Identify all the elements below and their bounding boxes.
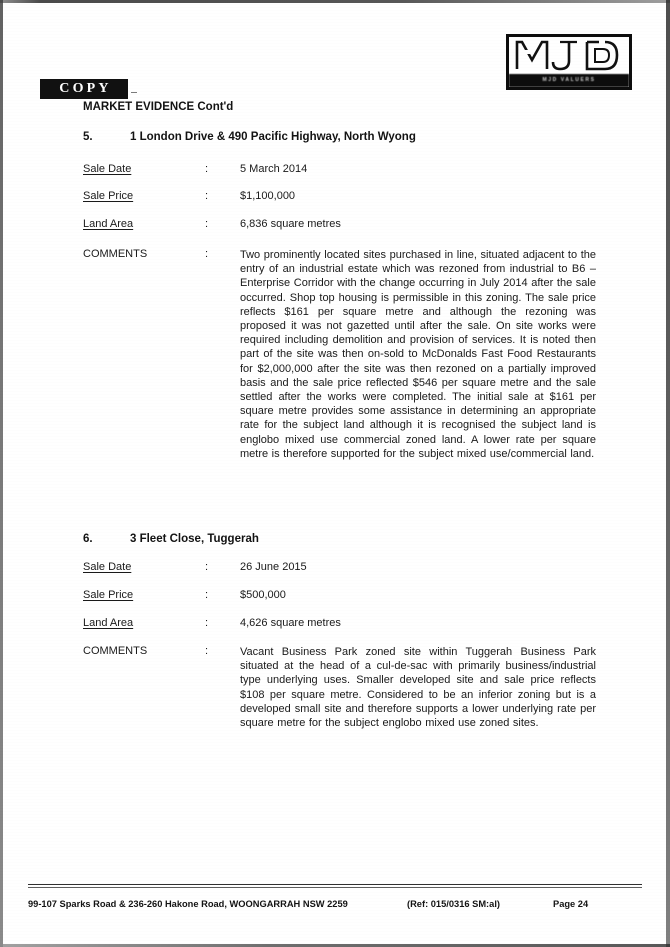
entry-number-5: 5. [83,131,93,143]
field-value-land-area: 4,626 square metres [240,617,341,629]
footer-divider-bottom [28,887,642,888]
entry-heading-6 [83,533,583,545]
scan-edge-top [0,0,670,3]
comments-label: COMMENTS [83,248,148,260]
field-label-land-area: Land Area [83,218,134,230]
entry-number-6: 6. [83,533,93,545]
field-colon: : [205,617,209,629]
footer-reference: (Ref: 015/0316 SM:al) [407,899,501,909]
copy-stamp-tick [131,92,137,93]
comments-label: COMMENTS [83,645,148,657]
footer-divider-top [28,884,642,885]
field-colon: : [205,561,209,573]
copy-stamp: COPY [40,79,128,99]
field-value-sale-date: 5 March 2014 [240,163,308,175]
field-value-sale-price: $1,100,000 [240,190,296,202]
entry-address-6: 3 Fleet Close, Tuggerah [130,533,259,545]
footer-address: 99-107 Sparks Road & 236-260 Hakone Road, WOONGARRAH NSW 2259 [28,899,348,909]
scan-edge-right [666,0,670,947]
field-colon: : [205,589,209,601]
entry-heading-5 [83,131,583,143]
comments-text-5: Two prominently located sites purchased in line, situated adjacent to the entry of an industrial estate which was rezoned from industrial to B6 – Enterprise Corridor with the change occurring in July 2014 after the sale occurred. Shop top housing is permissible in this zoning. The sale price reflects $161 per square metre and although the rezoning was proposed it was not gazetted until after the sale. On site works were required including demolition and provision of services. It is noted then part of the site was then on-sold to McDonalds Fast Food Restaurants for $2,000,000 after the site was then rezoned on a partially improved basis and the sale price reflected $546 per square metre and the sale settled after the works were completed. The initial sale at $161 per square metre provides some assistance in determining an appropriate rate for the subject land although it is recognised the subject land is englobo mixed use commercial zoned land. A lower rate per square metre is therefore supported for the subject mixed use/commercial land. [240,249,596,460]
field-colon: : [205,218,209,230]
field-value-land-area: 6,836 square metres [240,218,341,230]
field-value-sale-price: $500,000 [240,589,286,601]
field-label-sale-price: Sale Price [83,190,134,202]
logo-inner [509,37,629,87]
scan-edge-left [0,0,3,947]
logo-subtitle: MJD VALUERS [509,74,629,87]
field-colon: : [205,190,209,202]
section-title-market-evidence: MARKET EVIDENCE Cont'd [83,101,234,113]
field-value-sale-date: 26 June 2015 [240,561,307,573]
field-label-sale-date: Sale Date [83,163,132,175]
field-label-land-area: Land Area [83,617,134,629]
comments-text-6: Vacant Business Park zoned site within Tuggerah Business Park situated at the head of a cul-de-sac with primarily business/industrial type underlying uses. Smaller developed site and sale price reflects $108 per square metre. Considered to be an inferior zoning but is a developed small site and therefore supports a lower underlying rate per square metre for the subject englobo mixed use zoned sites. [240,646,596,730]
comments-colon: : [205,645,209,657]
entry-address-5: 1 London Drive & 490 Pacific Highway, North Wyong [130,131,416,143]
field-label-sale-price: Sale Price [83,589,134,601]
field-colon: : [205,163,209,175]
mjd-monogram-icon [513,38,625,72]
field-label-sale-date: Sale Date [83,561,132,573]
footer-page-number: Page 24 [553,899,589,909]
comments-colon: : [205,248,209,260]
page-footer [28,899,642,915]
company-logo [506,34,632,90]
